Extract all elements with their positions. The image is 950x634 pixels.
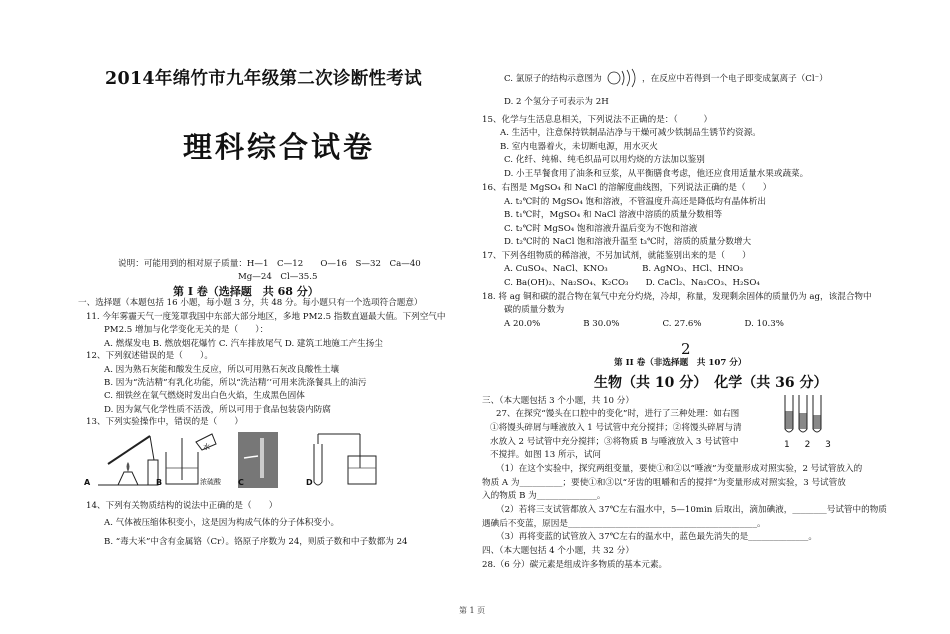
q14-option-b: B. “毒大米”中含有金属铬（Cr）。铬原子序数为 24，则质子数和中子数都为 24 bbox=[104, 537, 408, 547]
q27-line1: 27、在探究“馒头在口腔中的变化”时，进行了三种处理：如右图 bbox=[496, 409, 740, 419]
q27-part1-line3: 入的物质 B 为______________。 bbox=[482, 491, 606, 501]
q11-line1: 11. 今年雾霾天气一度笼罩我国中东部大部分地区，多地 PM2.5 指数直逼最大值。下列空气中 bbox=[86, 312, 446, 322]
q16-option-d: D. t₂℃时的 NaCl 饱和溶液升温至 t₃℃时，溶质的质量分数增大 bbox=[504, 237, 752, 247]
q13-b-caption: 浓硫酸 bbox=[200, 478, 221, 486]
q13-figure-d bbox=[300, 428, 390, 490]
part2-page-number: 2 bbox=[681, 340, 691, 358]
q12-option-b: B. 因为“洗洁精”有乳化功能，所以“洗洁精’’可用来洗涤餐具上的油污 bbox=[104, 378, 367, 388]
q28-stem: 28.（6 分）碳元素是组成许多物质的基本元素。 bbox=[482, 560, 668, 570]
q16-option-a: A. t₂℃时的 MgSO₄ 饱和溶液，不管温度升高还是降低均有晶体析出 bbox=[504, 197, 766, 207]
q15-option-b: B. 室内电器着火，未切断电源，用水灭火 bbox=[500, 142, 658, 152]
part2-heading: 第 II 卷（非选择题 共 107 分） bbox=[614, 358, 747, 368]
q14-stem: 14、下列有关物质结构的说法中正确的是（ ） bbox=[86, 501, 278, 511]
q14-option-c: C. 氯原子的结构示意图为 bbox=[504, 74, 602, 84]
exam-title: 2014年绵竹市九年级第二次诊断性考试 bbox=[105, 69, 422, 89]
q15-option-a: A. 生活中，注意保持铁制品洁净与干燥可减少铁制品生锈节约资源。 bbox=[500, 128, 761, 138]
q11-options: A. 燃煤发电 B. 燃放烟花爆竹 C. 汽车排放尾气 D. 建筑工地施工产生扬尘 bbox=[104, 339, 383, 349]
q17-options-cd: C. Ba(OH)₂、Na₂SO₄、K₂CO₃ D. CaCl₂、Na₂CO₃、H₂SO₄ bbox=[504, 278, 760, 288]
section3-heading: 三、（本大题包括 3 个小题，共 10 分） bbox=[482, 396, 634, 406]
q15-option-d: D. 小王早餐食用了油条和豆浆，从平衡膳食考虑，他还应食用适量水果或蔬菜。 bbox=[504, 169, 809, 179]
note-line-1: 说明：可能用到的相对原子质量：H—1 C—12 O—16 S—32 Ca—40 bbox=[118, 259, 421, 269]
q27-part1-line1: （1）在这个实验中，探究两组变量，要使①和②以“唾液”为变量形成对照实验，2 号试管放入的 bbox=[496, 464, 863, 474]
q13-label-a: A bbox=[84, 478, 91, 487]
q14-option-a: A. 气体被压缩体积变小，这是因为构成气体的分子体积变小。 bbox=[104, 518, 340, 528]
q13-label-d: D bbox=[306, 478, 313, 487]
part1-heading: 第 I 卷（选择题 共 68 分） bbox=[173, 285, 319, 298]
q27-line3: 水放入 2 号试管中充分搅拌；③将物质 B 与唾液放入 3 号试管中 bbox=[490, 437, 739, 447]
q14-option-d: D. 2 个氢分子可表示为 2H bbox=[504, 97, 609, 107]
q16-option-c: C. t₂℃时 MgSO₄ 饱和溶液升温后变为不饱和溶液 bbox=[504, 224, 698, 234]
q12-stem: 12、下列叙述错误的是（ ）。 bbox=[86, 351, 213, 361]
q13-b-water: 水 bbox=[203, 443, 210, 451]
q27-part2-line1: （2）若将三支试管都放入 37℃左右温水中，5—10min 后取出，滴加碘液，________号试管中的物质 bbox=[496, 505, 887, 515]
section1-intro: 一、选择题（本题包括 16 小题，每小题 3 分，共 48 分。每小题只有一个选项符合题意） bbox=[78, 298, 423, 308]
q13-stem: 13、下列实验操作中，错误的是（ ） bbox=[86, 417, 244, 427]
q12-option-a: A. 因为熟石灰能和酸发生反应，所以可用熟石灰改良酸性土壤 bbox=[104, 365, 340, 375]
q18-line2: 碳的质量分数为 bbox=[504, 305, 565, 315]
q12-option-d: D. 因为氮气化学性质不活泼，所以可用于食品包装袋内防腐 bbox=[104, 405, 331, 415]
q14-option-c-tail: ，在反应中若得到一个电子即变成氯离子（Cl⁻） bbox=[642, 74, 828, 84]
q17-stem: 17、下列各组物质的稀溶液，不另加试剂，就能鉴别出来的是（ ） bbox=[482, 251, 751, 261]
q13-label-c: C bbox=[238, 478, 244, 487]
q27-line4: 不搅拌。如图 13 所示，试问 bbox=[490, 450, 601, 460]
q15-stem: 15、化学与生活息息相关，下列说法不正确的是：（ ） bbox=[482, 115, 713, 125]
q16-stem: 16、右图是 MgSO₄ 和 NaCl 的溶解度曲线图，下列说法正确的是（ ） bbox=[482, 183, 772, 193]
test-tubes-figure bbox=[781, 393, 831, 439]
test-tubes-labels: 1 2 3 bbox=[784, 440, 837, 450]
page-footer: 第 1 页 bbox=[459, 606, 486, 615]
q12-option-c: C. 细铁丝在氧气燃烧时发出白色火焰，生成黑色固体 bbox=[104, 391, 305, 401]
q13-label-b: B bbox=[156, 478, 163, 487]
chlorine-atom-diagram-icon bbox=[606, 68, 640, 88]
part2-subjects: 生物（共 10 分） 化学（共 36 分） bbox=[594, 375, 828, 391]
q27-part1-line2: 物质 A 为__________；要使①和③以“牙齿的咀嚼和舌的搅拌”为变量形成对照实验，3 号试管放 bbox=[482, 478, 846, 488]
q15-option-c: C. 化纤、纯棉、纯毛织品可以用灼烧的方法加以鉴别 bbox=[504, 155, 705, 165]
paper-title: 理科综合试卷 bbox=[183, 130, 376, 164]
q18-options: A 20.0% B 30.0% C. 27.6% D. 10.3% bbox=[504, 319, 784, 329]
q27-part2-line2: 遇碘后不变蓝，原因是____________________________________________。 bbox=[482, 519, 766, 529]
note-line-2: Mg—24 Cl—35.5 bbox=[238, 272, 318, 282]
q16-option-b: B. t₁℃时，MgSO₄ 和 NaCl 溶液中溶质的质量分数相等 bbox=[504, 210, 723, 220]
q27-line2: ①将馒头碎屑与唾液放入 1 号试管中充分搅拌；②将馒头碎屑与清 bbox=[490, 423, 742, 433]
q17-options-ab: A. CuSO₄、NaCl、KNO₃ B. AgNO₃、HCl、HNO₃ bbox=[504, 264, 744, 274]
section4-heading: 四、（本大题包括 4 个小题，共 32 分） bbox=[482, 546, 634, 556]
q27-part3: （3）再将变蓝的试管放入 37℃左右的温水中，蓝色最先消失的是______________。 bbox=[496, 532, 817, 542]
q11-line2: PM2.5 增加与化学变化无关的是（ ）： bbox=[104, 325, 269, 335]
q18-line1: 18. 将 ag 铜和碳的混合物在氧气中充分灼烧，冷却，称量，发现剩余固体的质量仍为 ag，该混合物中 bbox=[482, 292, 872, 302]
